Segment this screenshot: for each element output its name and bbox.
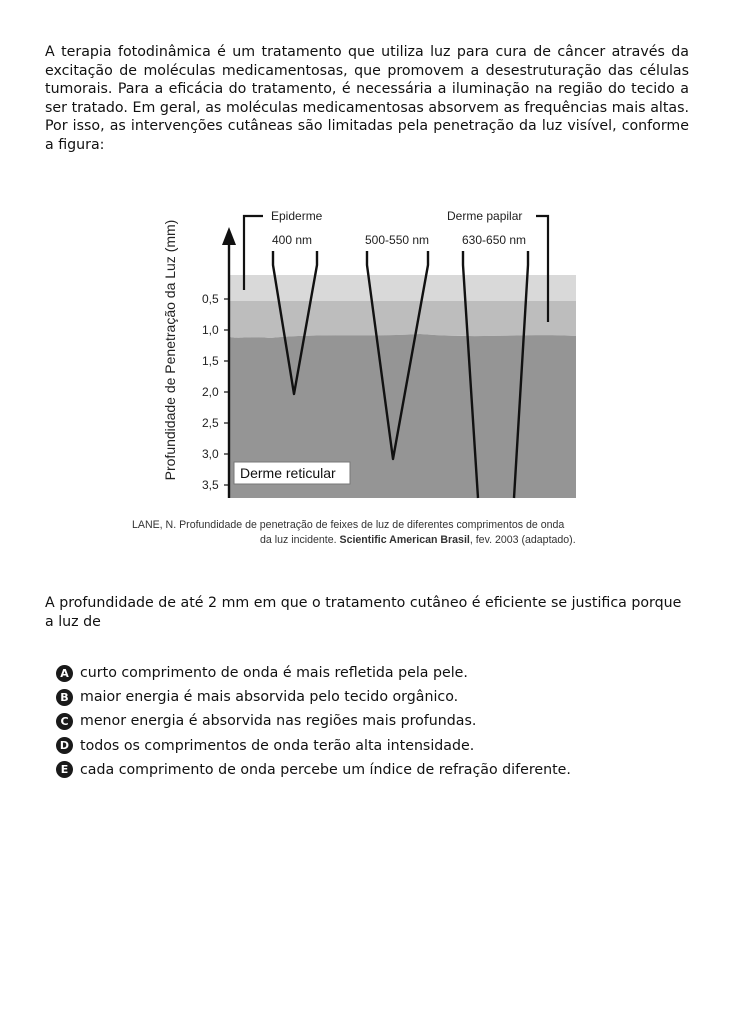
y-tick-label: 0,5 xyxy=(202,292,219,306)
y-ticks xyxy=(202,292,230,492)
option-text: curto comprimento de onda é mais refletida pela pele. xyxy=(80,665,468,682)
wavelength-label-400: 400 nm xyxy=(272,233,313,247)
y-tick-label: 3,5 xyxy=(202,478,219,492)
option-c[interactable] xyxy=(56,709,696,733)
option-text: menor energia é absorvida nas regiões mais profundas. xyxy=(80,713,477,730)
figure-caption xyxy=(132,518,608,548)
epiderme-label: Epiderme xyxy=(271,209,323,223)
option-a[interactable] xyxy=(56,661,696,685)
penetration-chart xyxy=(150,195,590,505)
option-letter-badge: E xyxy=(56,761,73,778)
penetration-figure xyxy=(150,195,590,560)
layer-epiderme xyxy=(230,275,576,301)
y-axis-arrow-icon xyxy=(222,227,236,245)
caption-line-1: LANE, N. Profundidade de penetração de feixes de luz de diferentes comprimentos de onda xyxy=(132,519,565,531)
option-e[interactable] xyxy=(56,758,696,782)
caption-prefix: da luz incidente. xyxy=(260,534,340,546)
y-tick-label: 1,5 xyxy=(202,354,219,368)
option-d[interactable] xyxy=(56,734,696,758)
caption-suffix: , fev. 2003 (adaptado). xyxy=(469,534,576,546)
answer-options xyxy=(56,661,696,782)
option-text: cada comprimento de onda percebe um índice de refração diferente. xyxy=(80,761,571,778)
option-letter-badge: A xyxy=(56,665,73,682)
wavelength-label-630-650: 630-650 nm xyxy=(462,233,527,247)
option-text: maior energia é mais absorvida pelo tecido orgânico. xyxy=(80,689,459,706)
caption-source: Scientific American Brasil xyxy=(339,534,470,546)
option-letter-badge: B xyxy=(56,689,73,706)
option-b[interactable] xyxy=(56,685,696,709)
y-tick-label: 3,0 xyxy=(202,447,219,461)
intro-paragraph: A terapia fotodinâmica é um tratamento que utiliza luz para cura de câncer através da excitação de moléculas medicamentosas, que promovem a desestruturação das células tumorais. Para a eficácia do tratamento, é necessária a iluminação na região do tecido a ser tratado. Em geral, as moléculas medicamentosas absorvem as frequências mais altas. Por isso, as intervenções cutâneas são limitadas pela penetração da luz visível, conforme a figura: xyxy=(45,44,689,153)
y-tick-label: 2,0 xyxy=(202,385,219,399)
option-letter-badge: D xyxy=(56,737,73,754)
y-tick-label: 1,0 xyxy=(202,323,219,337)
y-axis-label: Profundidade de Penetração da Luz (mm) xyxy=(162,219,178,481)
derme-papilar-label: Derme papilar xyxy=(447,209,523,223)
option-text: todos os comprimentos de onda terão alta intensidade. xyxy=(80,737,475,754)
question-stem: A profundidade de até 2 mm em que o tratamento cutâneo é eficiente se justifica porque a luz de xyxy=(45,595,682,630)
y-tick-label: 2,5 xyxy=(202,416,219,430)
wavelength-label-500-550: 500-550 nm xyxy=(365,233,430,247)
derme-reticular-label: Derme reticular xyxy=(240,465,336,481)
caption-line-2 xyxy=(132,533,608,548)
option-letter-badge: C xyxy=(56,713,73,730)
